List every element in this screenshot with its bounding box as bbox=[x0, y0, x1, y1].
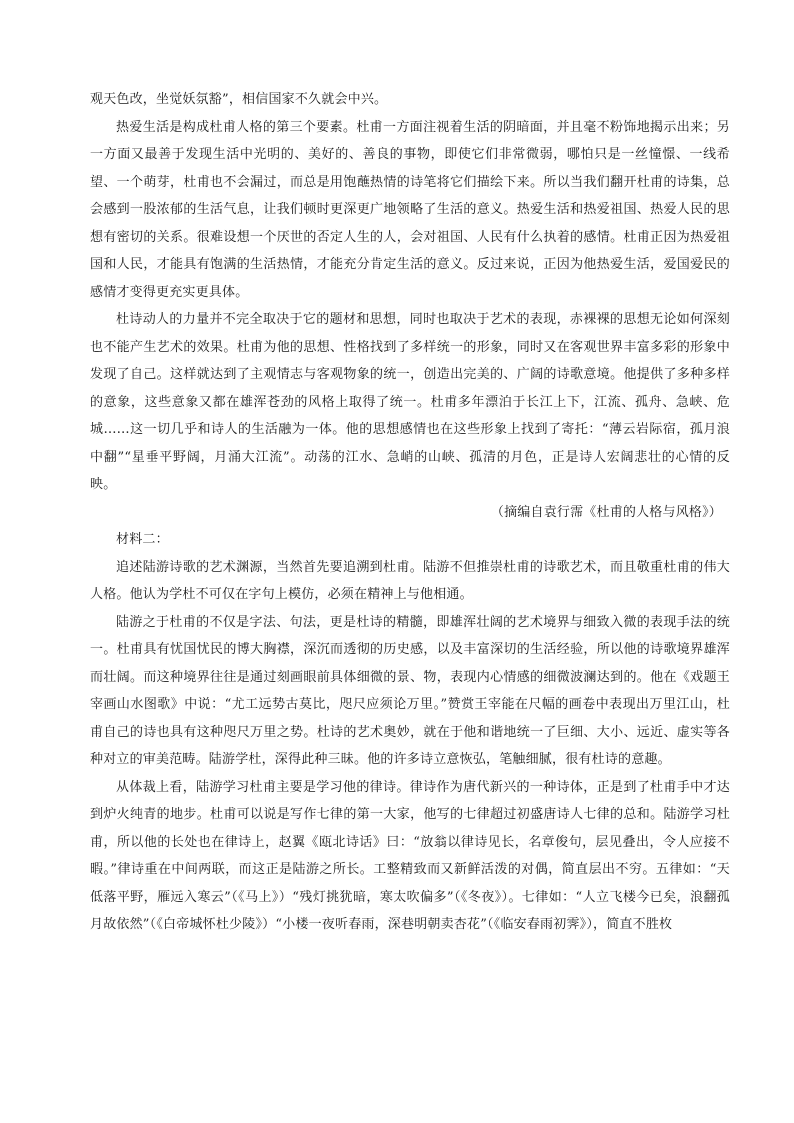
paragraph-artistic-expression: 杜诗动人的力量并不完全取决于它的题材和思想，同时也取决于艺术的表现，赤裸裸的思想无论如何深刻也不能产生艺术的效果。杜甫为他的思想、性格找到了多样统一的形象，同时又在客观世界丰富多彩的形象中发现了自己。这样就达到了主观情志与客观物象的统一，创造出完美的、广阔的诗歌意境。他提供了多种多样的意象，这些意象又都在雄浑苍劲的风格上取得了统一。杜甫多年漂泊于长江上下，江流、孤舟、急峡、危城……这一切几乎和诗人的生活融为一体。他的思想感情也在这些形象上找到了寄托：“薄云岩际宿，孤月浪中翻”“星垂平野阔，月涌大江流”。动荡的江水、急峭的山峡、孤清的月色，正是诗人宏阔悲壮的心情的反映。 bbox=[90, 312, 730, 492]
document-body bbox=[90, 86, 730, 939]
paragraph-lu-you-regulated-verse: 从体裁上看，陆游学习杜甫主要是学习他的律诗。律诗作为唐代新兴的一种诗体，正是到了杜甫手中才达到炉火纯青的地步。杜甫可以说是写作七律的第一大家，他写的七律超过初盛唐诗人七律的总和。陆游学习杜甫，所以他的长处也在律诗上，赵翼《瓯北诗话》曰：“放翁以律诗见长，名章俊句，层见叠出，令人应接不暇。”律诗重在中间两联，而这正是陆游之所长。工整精致而又新鲜活泼的对偶，简直层出不穷。五律如：“天低落平野，雁远入寒云”（《马上》）“残灯挑犹暗，寒太吹偏多”（《冬夜》）。七律如：“人立飞楼今已矣，浪翻孤月故依然”（《白帝城怀杜少陵》）“小楼一夜听春雨，深巷明朝卖杏花”（《临安春雨初霁》），简直不胜枚 bbox=[90, 779, 730, 932]
material-two-label: 材料二： bbox=[116, 532, 169, 547]
paragraph-lu-you-origins: 追述陆游诗歌的艺术渊源，当然首先要追溯到杜甫。陆游不但推崇杜甫的诗歌艺术，而且敬重杜甫的伟大人格。他认为学杜不可仅在字句上模仿，必须在精神上与他相通。 bbox=[90, 559, 730, 602]
source-citation: （摘编自袁行霈《杜甫的人格与风格》） bbox=[490, 504, 722, 520]
paragraph-continuation: 观天色改，坐觉妖氛豁”，相信国家不久就会中兴。 bbox=[90, 92, 388, 107]
paragraph-love-of-life: 热爱生活是构成杜甫人格的第三个要素。杜甫一方面注视着生活的阴暗面，并且毫不粉饰地揭示出来；另一方面又最善于发现生活中光明的、美好的、善良的事物，即使它们非常微弱，哪怕只是一丝憧憬、一线希望、一个萌芽，杜甫也不会漏过，而总是用饱蘸热情的诗笔将它们描绘下来。所以当我们翻开杜甫的诗集，总会感到一股浓郁的生活气息，让我们顿时更深更广地领略了生活的意义。热爱生活和热爱祖国、热爱人民的思想有密切的关系。很难设想一个厌世的否定人生的人，会对祖国、人民有什么执着的感情。杜甫正因为热爱祖国和人民，才能具有饱满的生活热情，才能充分肯定生活的意义。反过来说，正因为他热爱生活，爱国爱民的感情才变得更充实更具体。 bbox=[90, 119, 730, 300]
paragraph-lu-you-essence: 陆游之于杜甫的不仅是字法、句法，更是杜诗的精髓，即雄浑壮阔的艺术境界与细致入微的表现手法的统一。杜甫具有忧国忧民的博大胸襟，深沉而透彻的历史感，以及丰富深切的生活经验，所以他的诗歌境界雄浑而壮阔。而这种境界往往是通过刻画眼前具体细微的景、物，表现内心情感的细微波澜达到的。他在《戏题王宰画山水图歌》中说：“尤工远势古莫比，咫尺应须论万里。”赞赏王宰能在尺幅的画卷中表现出万里江山，杜甫自己的诗也具有这种咫尺万里之势。杜诗的艺术奥妙，就在于他和谐地统一了巨细、大小、远近、虚实等各种对立的审美范畴。陆游学杜，深得此种三昧。他的许多诗立意恢弘，笔触细腻，很有杜诗的意趣。 bbox=[90, 614, 730, 767]
